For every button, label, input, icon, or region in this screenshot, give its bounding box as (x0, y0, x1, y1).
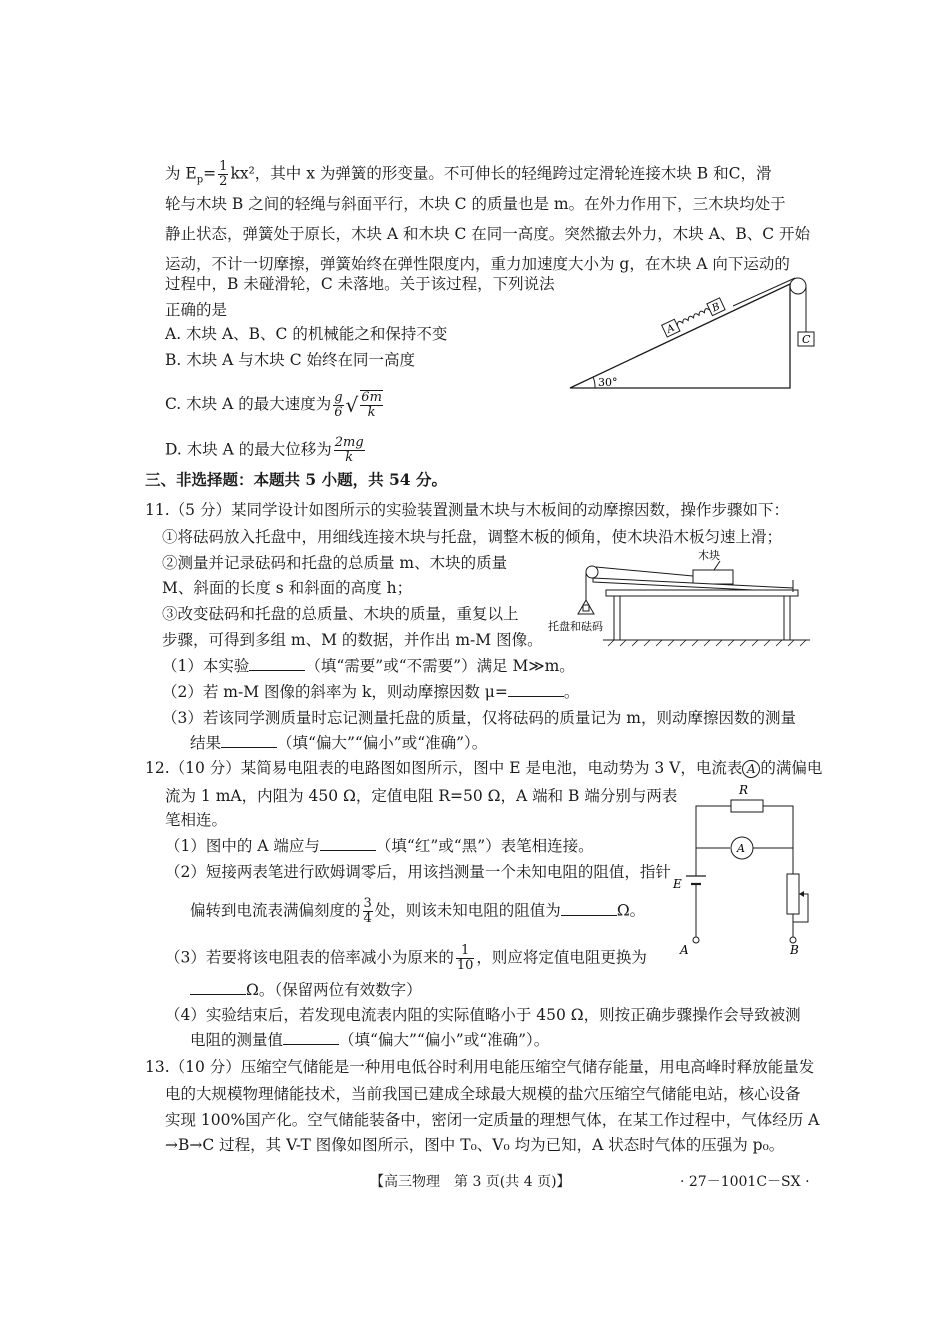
answer-blank (283, 1030, 339, 1045)
q11-sub3: （3）若该同学测质量时忘记测量托盘的质量，仅将砝码的质量记为 m，则动摩擦因数的测量 (162, 709, 796, 727)
q10-line2: 轮与木块 B 之间的轻绳与斜面平行，木块 C 的质量也是 m。在外力作用下，三木块均处于 (165, 195, 786, 213)
q11-step2a: ②测量并记录砝码和托盘的总质量 m、木块的质量 (162, 554, 508, 572)
svg-text:B: B (790, 943, 799, 957)
svg-text:R: R (739, 783, 749, 797)
q10-line3: 静止状态，弹簧处于原长，木块 A 和木块 C 在同一高度。突然撤去外力，木块 A、B、C 开始 (165, 225, 811, 243)
svg-text:A: A (665, 322, 677, 336)
q10-line1: 为 $E_p=$ $\frac{1}{2}$ kx²，其中 x 为弹簧的形变量。不可伸长的轻绳跨过定滑轮连接木块 B 和C，滑 (165, 159, 772, 189)
q12-sub3b: Ω。（保留两位有效数字） (190, 980, 422, 1000)
ohmmeter-circuit-figure (668, 780, 828, 960)
q13-line4: →B→C 过程，其 V-T 图像如图所示，图中 T₀、V₀ 均为已知，A 状态时气体的压强为 p₀。 (165, 1136, 785, 1154)
answer-blank (221, 733, 277, 748)
q11-step1: ①将砝码放入托盘中，用细线连接木块与托盘，调整木板的倾角，使木块沿木板匀速上滑； (162, 528, 783, 546)
q12-sub4: （4）实验结束后，若发现电流表内阻的实际值略小于 450 Ω，则按正确步骤操作会导致被测 (165, 1006, 801, 1024)
q11-sub2: （2）若 m-M 图像的斜率为 k，则动摩擦因数 μ= 。 (162, 683, 580, 701)
q12-sub3: （3）若要将该电阻表的倍率减小为原来的 $\frac{1}{10}$ ，则应将定值电阻更换为 (165, 943, 647, 973)
svg-text:托盘和砝码: 托盘和砝码 (548, 620, 603, 633)
q12-sub2b: 偏转到电流表满偏刻度的 $\frac{3}{4}$ 处，则该未知电阻的阻值为 Ω。 (190, 896, 646, 926)
svg-text:E: E (673, 877, 682, 891)
section-3-heading: 三、非选择题：本题共 5 小题，共 54 分。 (145, 470, 447, 489)
q12-line3: 笔相连。 (165, 811, 228, 829)
answer-blank (249, 656, 305, 671)
q10-option-a: A. 木块 A、B、C 的机械能之和保持不变 (165, 325, 448, 343)
svg-text:30°: 30° (598, 376, 618, 389)
svg-text:木块: 木块 (698, 549, 720, 562)
q12-sub4b: 电阻的测量值 （填“偏大”“偏小”或“准确”）。 (190, 1031, 550, 1049)
fraction-half: $\frac{1}{2}$ (219, 159, 228, 189)
footer-code: · 27－1001C－SX · (680, 1174, 810, 1190)
q12-sub2: （2）短接两表笔进行欧姆调零后，用该挡测量一个未知电阻的阻值，指针 (165, 863, 671, 881)
q12-line2: 流为 1 mA，内阻为 450 Ω，定值电阻 R=50 Ω，A 端和 B 端分别与两表 (165, 787, 678, 805)
q12-line1: 12.（10 分）某简易电阻表的电路图如图所示，图中 E 是电池，电动势为 3 V，电流表 A 的满偏电 (145, 759, 823, 777)
q10-option-c: C. 木块 A 的最大速度为 $\frac{g}{6}$ √ $\frac{6m}{k}$ (165, 389, 382, 420)
footer-page-label: 【高三物理 第 3 页(共 4 页)】 (370, 1174, 571, 1190)
svg-text:A: A (737, 842, 745, 855)
answer-blank (561, 901, 617, 916)
q10-option-d: D. 木块 A 的最大位移为 $\frac{2mg}{k}$ (165, 435, 364, 465)
q13-line2: 电的大规模物理储能技术，当前我国已建成全球最大规模的盐穴压缩空气储能电站，核心设备 (165, 1085, 801, 1103)
q10-line4: 运动，不计一切摩擦，弹簧始终在弹性限度内，重力加速度大小为 g，在木块 A 向下运动的 (165, 255, 790, 273)
friction-apparatus-figure (548, 548, 818, 650)
q11-step3b: 步骤，可得到多组 m、M 的数据，并作出 m-M 图像。 (162, 631, 543, 649)
svg-text:B: B (710, 301, 722, 315)
q11-step3a: ③改变砝码和托盘的总质量、木块的质量，重复以上 (162, 605, 519, 623)
q11-step2b: M、斜面的长度 s 和斜面的高度 h； (162, 579, 413, 597)
q12-sub1: （1）图中的 A 端应与 （填“红”或“黑”）表笔相连接。 (165, 837, 594, 855)
incline-pulley-figure (565, 270, 825, 395)
svg-text:C: C (802, 333, 811, 346)
answer-blank (320, 836, 376, 851)
svg-text:A: A (680, 943, 689, 957)
q11-line1: 11.（5 分）某同学设计如图所示的实验装置测量木块与木板间的动摩擦因数，操作步骤如下： (145, 501, 789, 519)
q10-line5: 过程中，B 未碰滑轮，C 未落地。关于该过程，下列说法 (165, 275, 555, 293)
q11-sub3b: 结果 （填“偏大”“偏小”或“准确”）。 (190, 734, 488, 752)
q13-line1: 13.（10 分）压缩空气储能是一种用电低谷时利用电能压缩空气储存能量，用电高峰时释放能量发 (145, 1058, 815, 1076)
q11-sub1: （1）本实验 （填“需要”或“不需要”）满足 M≫m。 (162, 657, 575, 675)
q10-line6: 正确的是 (165, 301, 228, 319)
answer-blank (190, 980, 246, 995)
answer-blank (508, 682, 564, 697)
q10-option-b: B. 木块 A 与木块 C 始终在同一高度 (165, 351, 416, 369)
q13-line3: 实现 100%国产化。空气储能装备中，密闭一定质量的理想气体，在某工作过程中，气体经历 A (165, 1111, 820, 1129)
